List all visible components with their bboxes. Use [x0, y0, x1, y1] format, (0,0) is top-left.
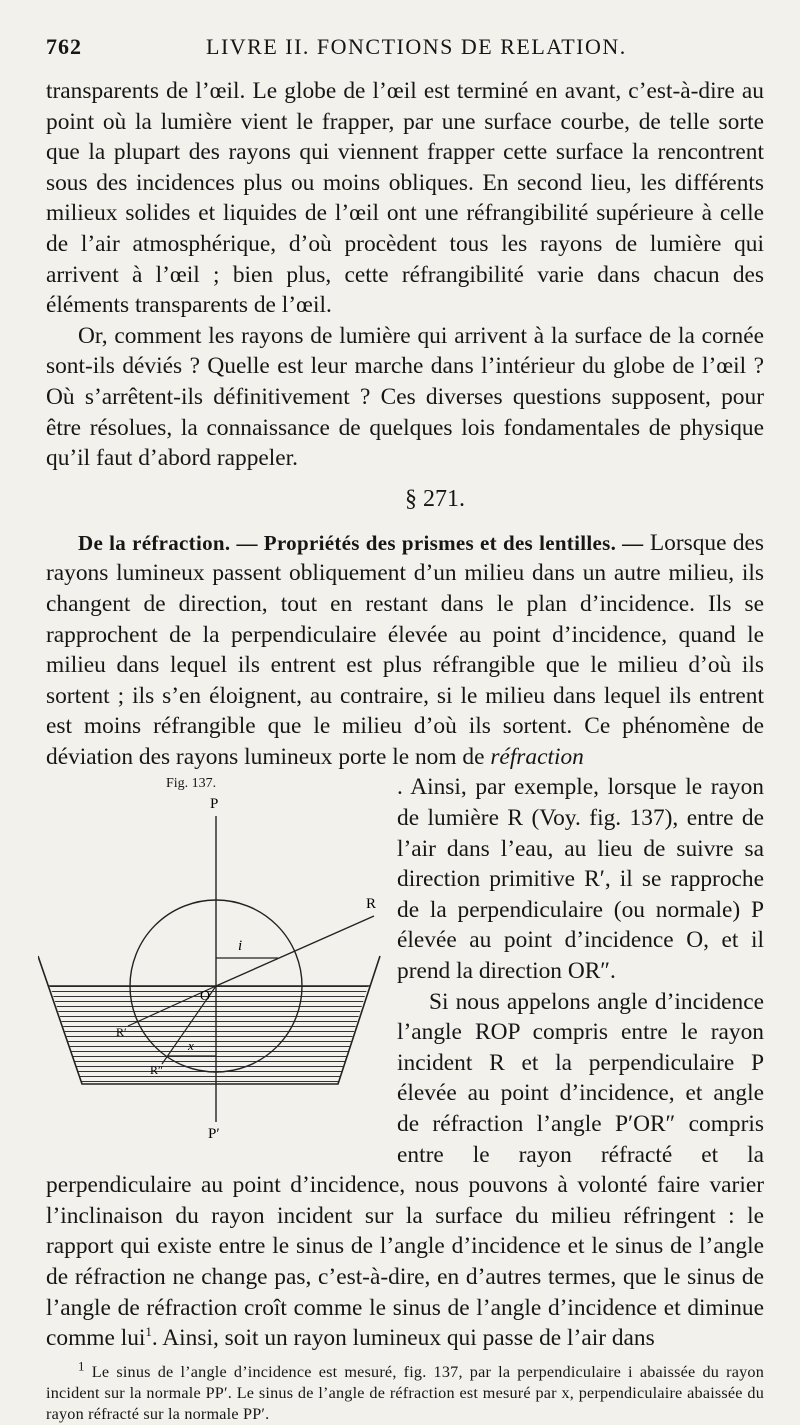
refraction-diagram: [38, 774, 383, 1144]
label-R-double: R″: [150, 1063, 164, 1078]
label-P-prime: P′: [208, 1126, 220, 1143]
paragraph-2: Or, comment les rayons de lumière qui arrivent à la surface de la cornée sont-ils déviés ? Quelle est leur marche dans l’intérieur du globe de l’œil ? Où s’arrêtent-ils définitivement ? Ces diverses questions supposent, pour être résolues, la connaissance de quelques lois fondamentales de physique qu’il faut d’abord rappeler.: [46, 322, 764, 472]
page-number: 762: [46, 34, 82, 59]
figure-caption: Fig. 137.: [166, 776, 217, 792]
footnote-marker: 1: [78, 1358, 85, 1374]
label-R: R: [366, 896, 377, 913]
footnote-ref: 1: [145, 1324, 152, 1340]
label-i: i: [238, 938, 243, 955]
paragraph-3-text: Lorsque des rayons lumineux passent obliquement d’un milieu dans un autre milieu, ils changent de direction, tout en restant dans le plan d’incidence. Ils se rapprochent de la perpendiculaire élevée au point d’incidence, quand le milieu dans lequel ils entrent est plus réfrangible que le milieu d’où ils sortent ; ils s’en éloignent, au contraire, si le milieu dans lequel ils entrent est moins réfrangible que le milieu d’où ils sortent. Ce phénomène de déviation des rayons lumineux porte le nom de: [46, 529, 765, 770]
footnote-1: [46, 1358, 764, 1425]
paragraph-4-end: . Ainsi, soit un rayon lumineux qui passe de l’air dans: [151, 1325, 655, 1352]
label-O: O: [200, 989, 211, 1005]
section-lead-in: De la réfraction. — Propriétés des prismes et des lentilles. —: [78, 530, 644, 555]
figure-137: [38, 774, 383, 1144]
footnote-text: Le sinus de l’angle d’incidence est mesuré, fig. 137, par la perpendiculaire i abaissée du rayon incident sur la normale PP′. Le sinus de l’angle de réfraction est mesuré par x, perpendiculaire abaissée du rayon réfracté sur la normale PP′.: [46, 1362, 764, 1423]
footnotes: [46, 1358, 764, 1425]
paragraph-1: transparents de l’œil. Le globe de l’œil est terminé en avant, c’est-à-dire au point où la lumière vient le frapper, par une surface courbe, de telle sorte que la plupart des rayons qui viennent frapper cette surface la rencontrent sous des incidences plus ou moins obliques. En second lieu, les différents milieux solides et liquides de l’œil ont une réfrangibilité supérieure à celle de l’air atmosphérique, d’où procèdent tous les rayons de lumière qui arrivent à l’œil ; bien plus, cette réfrangibilité varie dans chacun des éléments transparents de l’œil.: [46, 78, 764, 319]
label-x: x: [188, 1038, 194, 1054]
paragraph-4-text: Si nous appelons angle d’incidence l’angle ROP compris entre le rayon incident R et la perpendiculaire P élevée au point d’incidence, et angle de réfraction l’angle P′OR″ compris entre le rayon réfracté et la perpendiculaire au point d’incidence, nous pouvons à volonté faire varier l’inclinaison du rayon incident sur la surface du milieu réfringent : le rapport qui existe entre le sinus de l’angle d’incidence et le sinus de l’angle de réfraction ne change pas, c’est-à-dire, en d’autres termes, que le sinus de l’angle de réfraction croît comme le sinus de l’angle d’incidence et diminue comme lui: [46, 988, 764, 1352]
running-head: [46, 28, 764, 76]
refraction-term: réfraction: [490, 743, 584, 770]
running-title: LIVRE II. FONCTIONS DE RELATION.: [206, 34, 627, 59]
section-number: § 271.: [405, 485, 465, 512]
label-P: P: [210, 796, 219, 813]
figure-block: [46, 772, 764, 1353]
label-R-prime: R′: [116, 1025, 127, 1040]
paragraph-3: [46, 528, 764, 773]
paragraph-3-after-term: . Ainsi, par exemple, lorsque le rayon de lumière R (Voy. fig. 137), entre de l’air dans l’eau, au lieu de suivre sa direction primitive R′, il se rapproche de la perpendiculaire (ou normale) P élevée au point d’incidence O, et il prend la direction OR″.: [397, 774, 764, 985]
